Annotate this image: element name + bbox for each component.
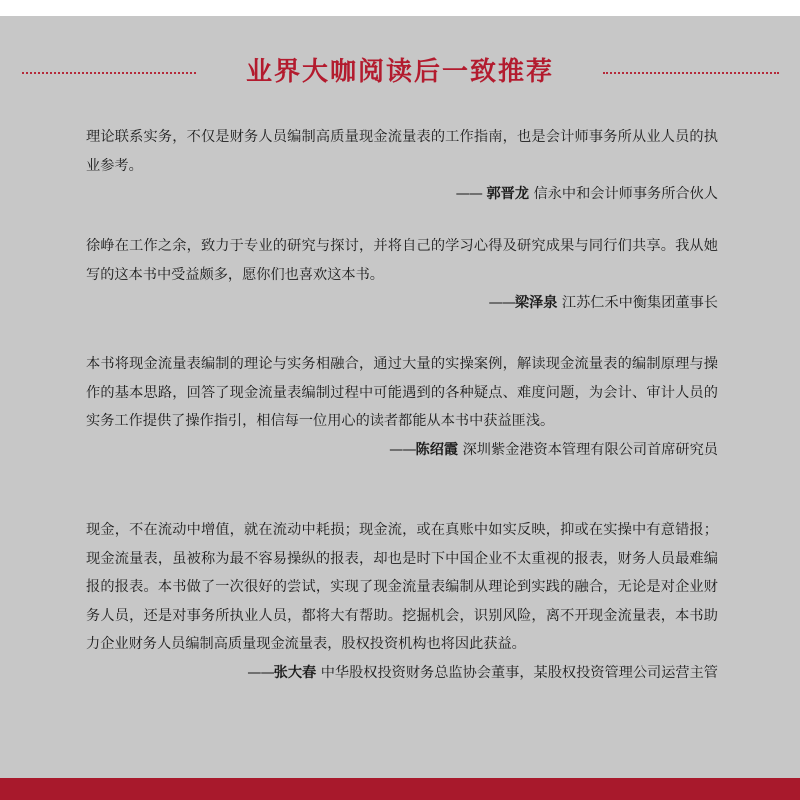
endorser-title: 江苏仁禾中衡集团董事长 <box>561 295 718 311</box>
signature-dash: —— <box>389 441 416 458</box>
testimonial-2 <box>86 232 718 318</box>
signature-dash: —— <box>247 664 274 681</box>
page-title: 业界大咖阅读后一致推荐 <box>245 57 554 87</box>
section-header <box>0 52 800 92</box>
testimonial-signature <box>86 289 718 318</box>
endorser-title: 深圳紫金港资本管理有限公司首席研究员 <box>462 441 718 458</box>
testimonial-signature <box>86 659 718 688</box>
bottom-accent-bar <box>0 778 800 800</box>
testimonial-text: 现金，不在流动中增值，就在流动中耗损；现金流，或在真账中如实反映，抑或在实操中有意错报；现金流量表，虽被称为最不容易操纵的报表，却也是时下中国企业不太重视的报表，财务人员最难编报的报表。本书做了一次很好的尝试，实现了现金流量表编制从理论到实践的融合，无论是对企业财务人员，还是对事务所执业人员，都将大有帮助。挖掘机会，识别风险，离不开现金流量表，本书助力企业财务人员编制高质量现金流量表，股权投资机构也将因此获益。 <box>86 522 718 652</box>
testimonial-text: 本书将现金流量表编制的理论与实务相融合，通过大量的实操案例，解读现金流量表的编制原理与操作的基本思路，回答了现金流量表编制过程中可能遇到的各种疑点、难度问题，为会计、审计人员的实务工作提供了操作指引，相信每一位用心的读者都能从本书中获益匪浅。 <box>86 356 718 429</box>
testimonial-3 <box>86 350 718 464</box>
endorser-title: 中华股权投资财务总监协会董事，某股权投资管理公司运营主管 <box>320 664 718 681</box>
endorser-name: 郭晋龙 <box>486 186 530 202</box>
right-dotted-divider <box>603 72 779 74</box>
endorser-title: 信永中和会计师事务所合伙人 <box>533 186 718 202</box>
signature-dash: —— <box>488 295 515 311</box>
testimonial-1 <box>86 123 718 209</box>
testimonial-text: 理论联系实务，不仅是财务人员编制高质量现金流量表的工作指南，也是会计师事务所从业人员的执业参考。 <box>86 129 718 174</box>
testimonial-signature <box>86 436 718 465</box>
testimonial-text: 徐峥在工作之余，致力于专业的研究与探讨，并将自己的学习心得及研究成果与同行们共享。我从她写的这本书中受益颇多，愿你们也喜欢这本书。 <box>86 238 718 283</box>
endorser-name: 张大春 <box>273 664 317 681</box>
endorser-name: 陈绍霞 <box>415 441 459 458</box>
testimonial-signature <box>86 180 718 209</box>
signature-dash: —— <box>455 186 482 202</box>
testimonial-4 <box>86 516 718 687</box>
left-dotted-divider <box>22 72 196 74</box>
endorser-name: 梁泽泉 <box>514 295 558 311</box>
